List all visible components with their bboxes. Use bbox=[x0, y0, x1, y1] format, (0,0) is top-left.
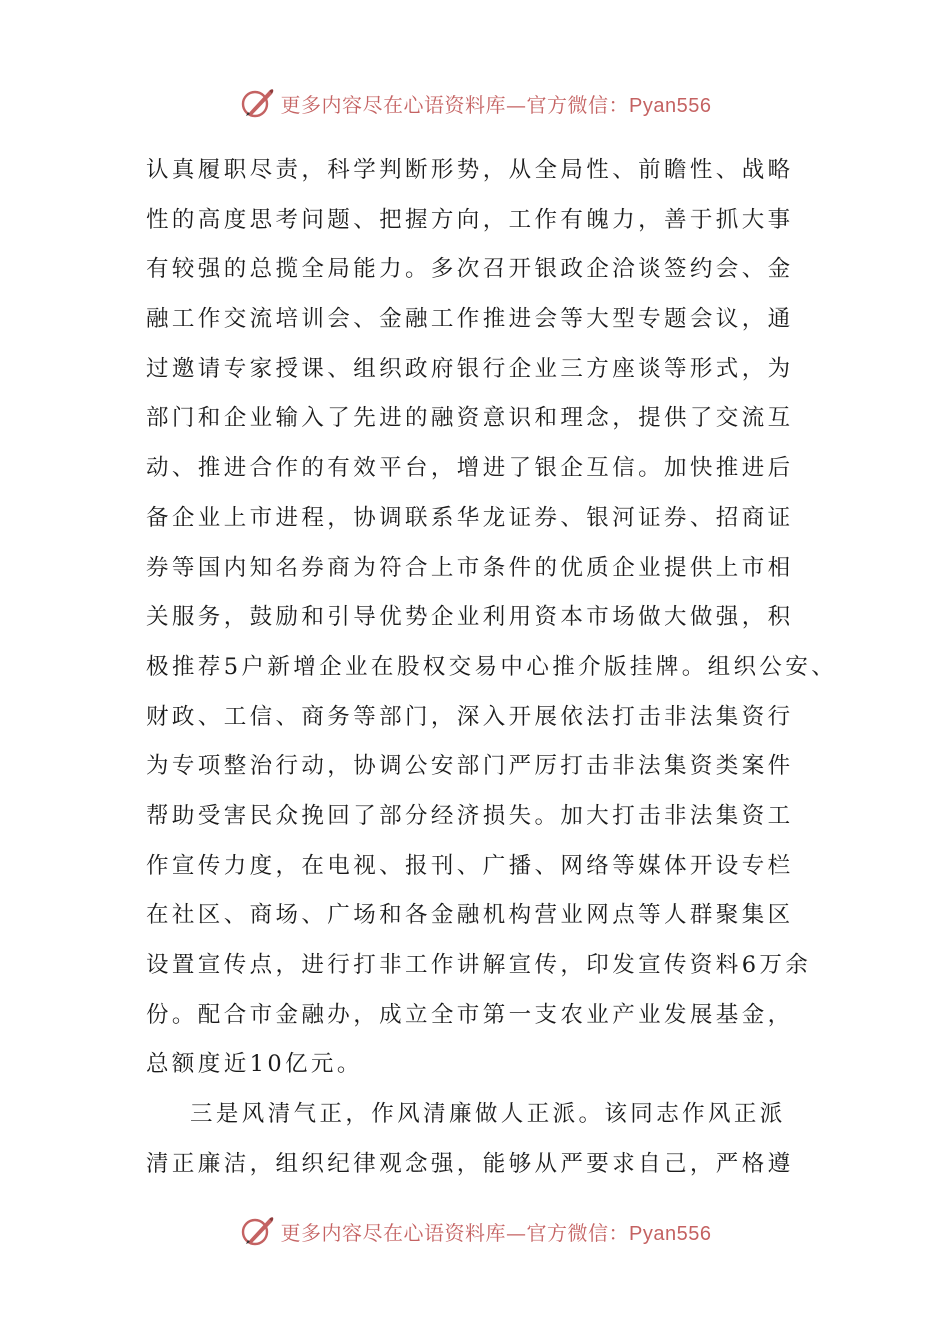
body-line: 备企业上市进程，协调联系华龙证券、银河证券、招商证 bbox=[146, 504, 794, 531]
quill-logo-icon bbox=[239, 85, 275, 121]
body-line: 清正廉洁，组织纪律观念强，能够从严要求自己，严格遵 bbox=[146, 1150, 794, 1177]
body-line: 作宣传力度，在电视、报刊、广播、网络等媒体开设专栏 bbox=[146, 852, 794, 879]
body-line: 为专项整治行动，协调公安部门严厉打击非法集资类案件 bbox=[146, 753, 794, 780]
document-body bbox=[146, 146, 838, 1189]
footer-banner-handle: Pyan556 bbox=[629, 1222, 712, 1245]
body-line: 认真履职尽责，科学判断形势，从全局性、前瞻性、战略 bbox=[146, 157, 794, 183]
body-line: 设置宣传点，进行打非工作讲解宣传，印发宣传资料6万余 bbox=[146, 952, 812, 978]
header-banner-handle: Pyan556 bbox=[629, 94, 712, 117]
header-banner-text: 更多内容尽在心语资料库—官方微信：Pyan556 bbox=[280, 92, 712, 117]
body-line: 在社区、商场、广场和各金融机构营业网点等人群聚集区 bbox=[146, 902, 794, 929]
body-line: 过邀请专家授课、组织政府银行企业三方座谈等形式，为 bbox=[146, 355, 794, 382]
body-line: 帮助受害民众挽回了部分经济损失。加大打击非法集资工 bbox=[146, 802, 794, 829]
footer-banner bbox=[0, 1209, 950, 1253]
footer-banner-text: 更多内容尽在心语资料库—官方微信：Pyan556 bbox=[280, 1220, 712, 1245]
body-line: 有较强的总揽全局能力。多次召开银政企洽谈签约会、金 bbox=[146, 256, 794, 283]
body-line: 性的高度思考问题、把握方向，工作有魄力，善于抓大事 bbox=[146, 206, 794, 233]
body-line: 券等国内知名券商为符合上市条件的优质企业提供上市相 bbox=[146, 554, 794, 581]
body-line: 动、推进合作的有效平台，增进了银企互信。加快推进后 bbox=[146, 455, 794, 482]
header-banner bbox=[0, 81, 950, 125]
body-line: 财政、工信、商务等部门，深入开展依法打击非法集资行 bbox=[146, 703, 794, 730]
paragraph-start-line: 三是风清气正，作风清廉做人正派。该同志作风正派 bbox=[190, 1101, 786, 1128]
body-line: 极推荐5户新增企业在股权交易中心推介版挂牌。组织公安、 bbox=[146, 653, 838, 680]
quill-logo-icon bbox=[239, 1213, 275, 1249]
body-line: 关服务，鼓励和引导优势企业利用资本市场做大做强，积 bbox=[146, 604, 794, 631]
body-line: 总额度近10亿元。 bbox=[146, 1051, 363, 1078]
body-line: 份。配合市金融办，成立全市第一支农业产业发展基金， bbox=[146, 1001, 794, 1028]
body-line: 融工作交流培训会、金融工作推进会等大型专题会议，通 bbox=[146, 306, 794, 333]
body-line: 部门和企业输入了先进的融资意识和理念，提供了交流互 bbox=[146, 405, 794, 432]
